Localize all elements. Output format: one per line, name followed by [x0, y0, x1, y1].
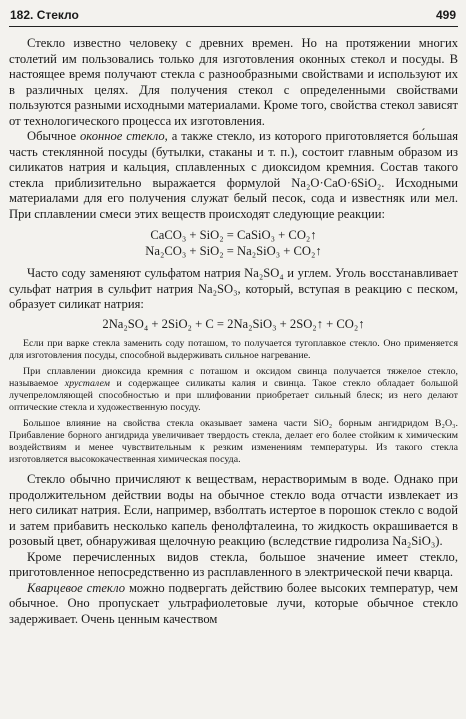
- equation-group: [9, 227, 458, 259]
- text-run: При сплавлении диоксида кремния с поташом и оксидом свинца получается тяжелое стекло, называемое: [9, 365, 458, 389]
- text-run: и содержащее силикаты калия и свинца. Такое стекло обладает большой лучепреломляющей способностью и при шлифовании приобретает сильный блеск; из него делают оптические стекла и художественную посуду.: [9, 377, 458, 413]
- section-title: 182. Стекло: [10, 8, 79, 22]
- text-run: , а также стекло, из которого приготовляется бо́льшая часть стеклянной посуды (бутылки, стаканы и т. п.), состоит главным образом из силикатов натрия и кальция, сплавленных с диоксидом кремния. Состав такого стекла приблизительно выражается формулой Na₂O·CaO·6SiO₂. Исходными материалами для его получения служат белый песок, сода и известняк или мел. При сплавлении смеси этих веществ происходят следующие реакции:: [9, 129, 458, 221]
- text-run: Обычное: [27, 129, 80, 143]
- equation-1: CaCO₃ + SiO₂ = CaSiO₃ + CO₂↑: [150, 228, 317, 242]
- smallprint-boron: Большое влияние на свойства стекла оказывает замена части SiO₂ борным ангидридом B₂O₃. Прибавление борного ангидрида увеличивает твердость стекла, делает его более стойким к химическим воздействиям и менее чувствительным к резким изменениям температуры. Из такого стекла изготовляется высококачественная химическая посуда.: [9, 418, 458, 466]
- page-header: [9, 4, 458, 27]
- equation-2: Na₂CO₃ + SiO₂ = Na₂SiO₃ + CO₂↑: [145, 244, 322, 258]
- smallprint-crystal: [9, 366, 458, 414]
- term-quartz-glass: Кварцевое стекло: [27, 580, 126, 595]
- term-window-glass: оконное стекло: [80, 129, 165, 143]
- smallprint-potash: Если при варке стекла заменить соду поташом, то получается тугоплавкое стекло. Оно применяется для изготовления посуды, способной выдерживать сильное нагревание.: [9, 337, 458, 361]
- paragraph-sulfate: Часто соду заменяют сульфатом натрия Na₂SO₄ и углем. Уголь восстанавливает сульфат натрия в сульфит натрия Na₂SO₃, который, вступая в реакцию с песком, образует силикат натрия:: [9, 266, 458, 311]
- paragraph-quartz-glass: [9, 581, 458, 628]
- page-number: 499: [435, 8, 456, 22]
- term-crystal: хрусталем: [64, 377, 110, 389]
- paragraph-quartz-intro: Кроме перечисленных видов стекла, большое значение имеет стекло, приготовленное непосредственно из расплавленного в электрической печи кварца.: [9, 549, 458, 580]
- paragraph-intro: Стекло известно человеку с древних времен. Но на протяжении многих столетий им пользовались только для изготовления оконных стекол и посуды. В настоящее время получают стекла с разнообразными свойствами и используют их в различных целях. Для получения стекол с определенными свойствами пользуются разными исходными материалами. Кроме того, свойства стекол зависят от технологического процесса их изготовления.: [9, 36, 458, 128]
- paragraph-window-glass: [9, 129, 458, 222]
- paragraph-water: Стекло обычно причисляют к веществам, нерастворимым в воде. Однако при продолжительном действии воды на обычное стекло вода отчасти извлекает из него силикат натрия. Если, например, взболтать истертое в порошок стекло с водой и затем прибавить несколько капель фенолфталеина, то жидкость окрашивается в розовый цвет, обнаруживая щелочную реакцию (вследствие гидролиза Na₂SiO₃).: [9, 472, 458, 549]
- text-run: можно подвергать действию более высоких температур, чем обычное. Оно пропускает ультрафиолетовые лучи, которые обычное стекло задерживает. Очень ценным качеством: [9, 580, 458, 626]
- equation-3: 2Na₂SO₄ + 2SiO₂ + C = 2Na₂SiO₃ + 2SO₂↑ + CO₂↑: [102, 316, 365, 331]
